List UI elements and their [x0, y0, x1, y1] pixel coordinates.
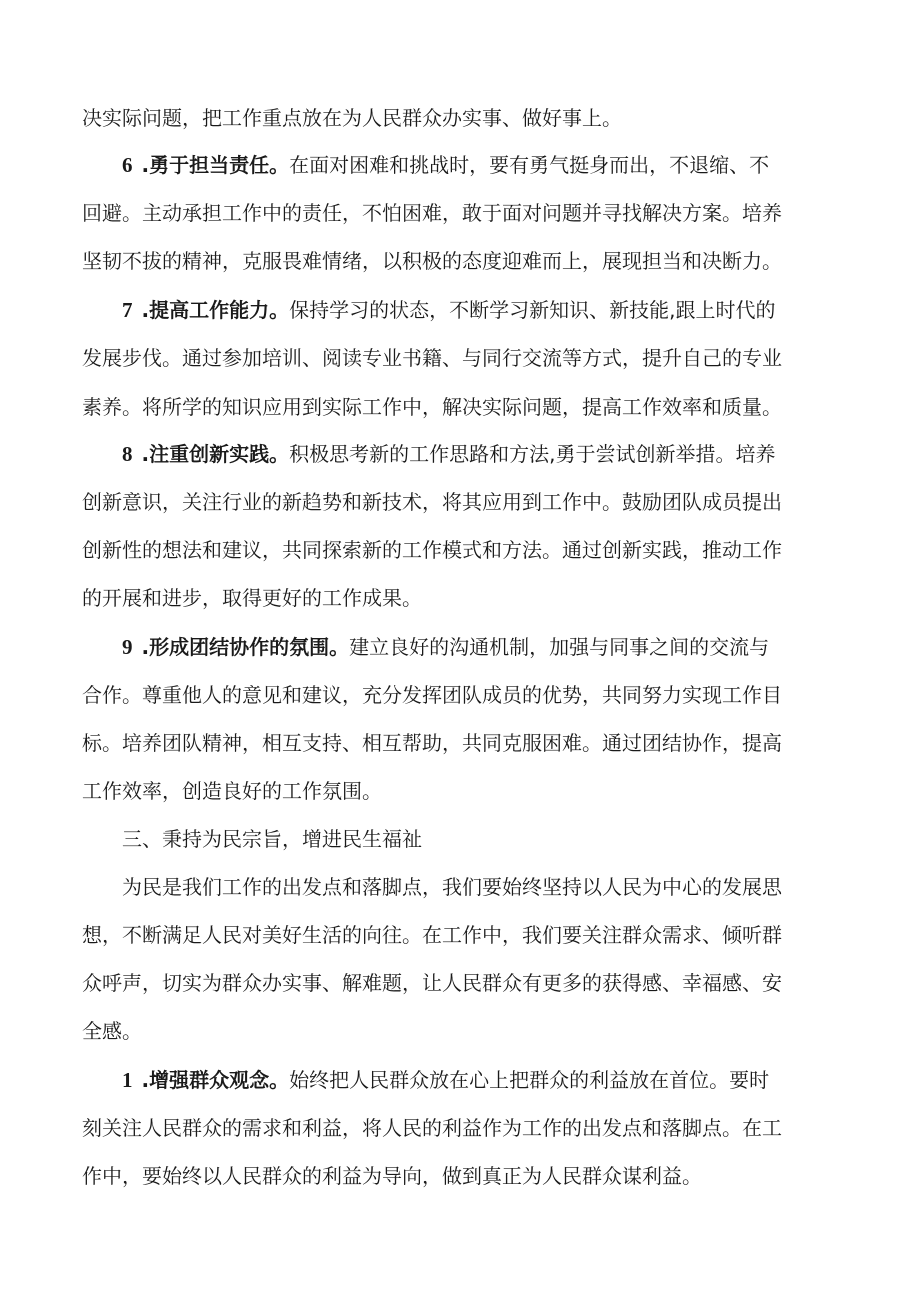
- text-line: 全感。: [82, 1019, 142, 1043]
- text-line: 回避。主动承担工作中的责任，不怕困难，敢于面对问题并寻找解决方案。培养: [82, 201, 782, 225]
- item-text: 积极思考新的工作思路和方法,勇于尝试创新举措。培养: [289, 442, 776, 466]
- item-number: 7: [122, 298, 133, 322]
- section-heading: 三、秉持为民宗旨，增进民生福祉: [122, 827, 422, 851]
- item-6-first-line: [0, 145, 920, 185]
- text-line: 为民是我们工作的出发点和落脚点，我们要始终坚持以人民为中心的发展思: [122, 875, 782, 899]
- text-line: 合作。尊重他人的意见和建议，充分发挥团队成员的优势，共同努力实现工作目: [82, 683, 782, 707]
- text-line: 工作效率，创造良好的工作氛围。: [82, 779, 382, 803]
- item-heading: .勇于担当责任。: [141, 153, 290, 177]
- item-heading: .形成团结协作的氛围。: [141, 635, 350, 659]
- text-line: 发展步伐。通过参加培训、阅读专业书籍、与同行交流等方式，提升自己的专业: [82, 346, 782, 370]
- item-text: 建立良好的沟通机制，加强与同事之间的交流与: [349, 635, 770, 659]
- item-text: 在面对困难和挑战时，要有勇气挺身而出，不退缩、不: [289, 153, 770, 177]
- item-heading: .增强群众观念。: [141, 1068, 290, 1092]
- item-9-first-line: [0, 627, 920, 667]
- text-line: 决实际问题，把工作重点放在为人民群众办实事、做好事上。: [82, 106, 622, 130]
- item-number: 8: [122, 442, 133, 466]
- text-line: 众呼声，切实为群众办实事、解难题，让人民群众有更多的获得感、幸福感、安: [82, 971, 782, 995]
- text-line: 作中，要始终以人民群众的利益为导向，做到真正为人民群众谋利益。: [82, 1164, 702, 1188]
- item-number: 1: [122, 1068, 133, 1092]
- text-line: 想，不断满足人民对美好生活的向往。在工作中，我们要关注群众需求、倾听群: [82, 923, 782, 947]
- item-heading: .注重创新实践。: [141, 442, 290, 466]
- item-number: 9: [122, 635, 133, 659]
- item-text: 保持学习的状态，不断学习新知识、新技能,跟上时代的: [289, 298, 776, 322]
- text-line: 坚韧不拔的精神，克服畏难情绪，以积极的态度迎难而上，展现担当和决断力。: [82, 249, 782, 273]
- text-line: 刻关注人民群众的需求和利益，将人民的利益作为工作的出发点和落脚点。在工: [82, 1116, 782, 1140]
- text-line: 标。培养团队精神，相互支持、相互帮助，共同克服困难。通过团结协作，提高: [82, 731, 782, 755]
- text-line: 素养。将所学的知识应用到实际工作中，解决实际问题，提高工作效率和质量。: [82, 395, 782, 419]
- item-text: 始终把人民群众放在心上把群众的利益放在首位。要时: [289, 1068, 770, 1092]
- item-1-first-line: [0, 1060, 920, 1100]
- item-8-first-line: [0, 434, 920, 474]
- item-number: 6: [122, 153, 133, 177]
- text-line: 创新意识，关注行业的新趋势和新技术，将其应用到工作中。鼓励团队成员提出: [82, 490, 782, 514]
- item-7-first-line: [0, 290, 920, 330]
- text-line: 创新性的想法和建议，共同探索新的工作模式和方法。通过创新实践，推动工作: [82, 538, 782, 562]
- text-line: 的开展和进步，取得更好的工作成果。: [82, 586, 422, 610]
- item-heading: .提高工作能力。: [141, 298, 290, 322]
